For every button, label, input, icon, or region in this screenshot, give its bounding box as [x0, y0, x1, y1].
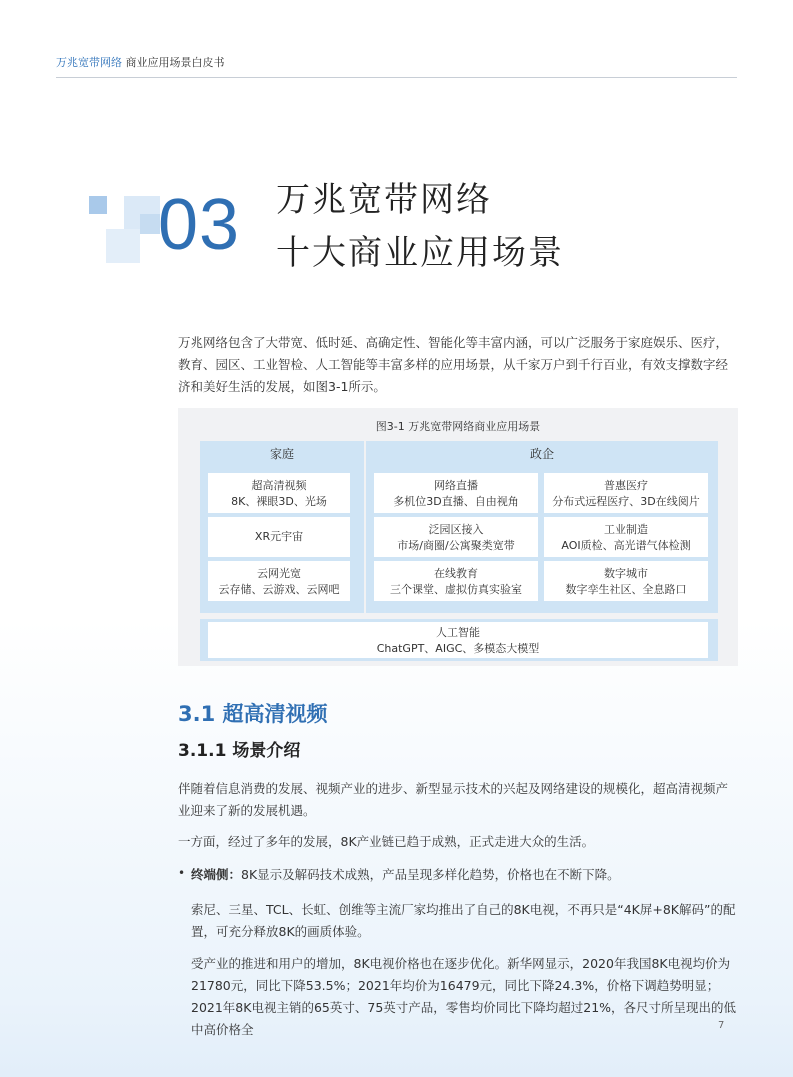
section-heading: 3.1 超高清视频	[178, 702, 328, 726]
card-sub: 分布式远程医疗、3D在线阅片	[552, 495, 700, 508]
card-industrial	[544, 517, 708, 557]
panel-ai	[200, 619, 718, 661]
card-title: 网络直播	[434, 479, 478, 492]
deco-square	[106, 229, 140, 263]
card-online-education	[374, 561, 538, 601]
chapter-number: 03	[158, 185, 241, 265]
card-digital-city	[544, 561, 708, 601]
figure-3-1	[178, 408, 738, 666]
card-sub: 多机位3D直播、自由视角	[393, 495, 519, 508]
bullet-dot: •	[178, 866, 186, 880]
bullet-text: 8K显示及解码技术成熟，产品呈现多样化趋势，价格也在不断下降。	[241, 867, 620, 882]
paragraph-4: 受产业的推进和用户的增加，8K电视价格也在逐步优化。新华网显示，2020年我国8K电视均价为21780元，同比下降53.5%；2021年均价为16479元，同比下降24.3%，价格下调趋势明显；2021年8K电视主销的65英寸、75英寸产品，零售均价同比下降均超过21%，各尺寸所呈现出的低中高价格全	[191, 956, 737, 1037]
card-campus-access	[374, 517, 538, 557]
card-sub: AOI质检、高光谱气体检测	[561, 539, 691, 552]
card-title: 云网光宽	[257, 567, 301, 580]
bullet-label: 终端侧：	[191, 867, 242, 882]
card-live-streaming	[374, 473, 538, 513]
card-healthcare	[544, 473, 708, 513]
card-sub: 云存储、云游戏、云网吧	[218, 583, 340, 596]
card-sub: 8K、裸眼3D、光场	[231, 495, 327, 508]
card-title: 超高清视频	[251, 479, 307, 492]
card-title: XR元宇宙	[254, 530, 304, 543]
chapter-title-line2: 十大商业应用场景	[276, 233, 564, 273]
paragraph-2: 一方面，经过了多年的发展，8K产业链已趋于成熟，正式走进大众的生活。	[178, 834, 595, 849]
card-title: 普惠医疗	[604, 479, 648, 492]
page-number: 7	[718, 1020, 725, 1031]
card-xr-metaverse	[208, 517, 350, 557]
card-title: 工业制造	[604, 523, 648, 536]
deco-square	[89, 196, 107, 214]
deco-square	[140, 214, 160, 234]
card-ai	[208, 622, 708, 658]
subsection-heading: 3.1.1 场景介绍	[178, 741, 301, 761]
intro-paragraph: 万兆网络包含了大带宽、低时延、高确定性、智能化等丰富内涵，可以广泛服务于家庭娱乐、医疗，教育、园区、工业智检、人工智能等丰富多样的应用场景，从千家万户到千行百业，有效支撑数字经济和美好生活的发展，如图3-1所示。	[178, 335, 729, 394]
card-sub: 数字孪生社区、全息路口	[565, 583, 687, 596]
paragraph-3: 索尼、三星、TCL、长虹、创维等主流厂家均推出了自己的8K电视，不再只是“4K屏+8K解码”的配置，可充分释放8K的画质体验。	[191, 902, 736, 939]
card-uhd-video	[208, 473, 350, 513]
card-sub: 市场/商圈/公寓聚类宽带	[397, 539, 515, 552]
card-cloud-broadband	[208, 561, 350, 601]
header-title-rest: 商业应用场景白皮书	[125, 56, 225, 69]
card-title: 数字城市	[604, 567, 648, 580]
running-header	[56, 54, 225, 70]
chapter-title-line1: 万兆宽带网络	[276, 180, 492, 220]
panel-home-label: 家庭	[269, 447, 294, 461]
paragraph-1: 伴随着信息消费的发展、视频产业的进步、新型显示技术的兴起及网络建设的规模化，超高清视频产业迎来了新的发展机遇。	[178, 781, 729, 818]
panel-gov	[366, 441, 718, 613]
panel-gov-label: 政企	[529, 447, 554, 461]
figure-title: 图3-1 万兆宽带网络商业应用场景	[375, 420, 541, 433]
card-title: 泛园区接入	[428, 523, 484, 536]
card-title: 人工智能	[436, 626, 480, 639]
header-divider	[56, 77, 737, 78]
header-title-blue: 万兆宽带网络	[56, 56, 122, 69]
bullet-item	[191, 864, 738, 886]
panel-home	[200, 441, 364, 613]
card-title: 在线教育	[434, 567, 478, 580]
card-sub: 三个课堂、虚拟仿真实验室	[390, 583, 522, 596]
card-sub: ChatGPT、AIGC、多模态大模型	[376, 642, 540, 655]
